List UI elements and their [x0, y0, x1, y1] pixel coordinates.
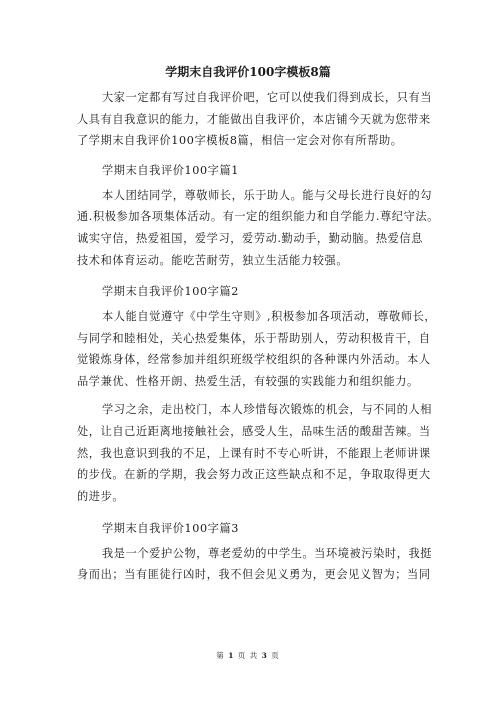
footer-suffix: 页: [271, 651, 280, 660]
paragraph-line: 的步伐。在新的学期，我会努力改正这些缺点和不足，争取取得更大: [77, 468, 431, 481]
paragraph-line: 技术和体育运动。能吃苦耐劳，独立生活能力较强。: [77, 254, 349, 267]
section-heading: 学期末自我评价100字篇1: [102, 164, 239, 177]
section-heading: 学期末自我评价100字篇2: [102, 285, 239, 298]
paragraph-line: 本人团结同学，尊敬师长，乐于助人。能与父母长进行良好的勾: [102, 189, 433, 202]
paragraph-line: 我是一个爱护公物，尊老爱幼的中学生。当环境被污染时，我挺: [102, 547, 433, 560]
footer-page-number: 1: [228, 651, 235, 660]
page-footer: [0, 651, 496, 661]
footer-prefix: 第: [216, 651, 225, 660]
paragraph-line: 品学兼优、性格开朗、热爱生活，有较强的实践能力和组织能力。: [77, 375, 419, 388]
paragraph-line: 通.积极参加各项集体活动。有一定的组织能力和自学能力.尊纪守法。: [77, 210, 439, 223]
paragraph-line: 与同学和睦相处，关心热爱集体，乐于帮助别人，劳动积极肯干，自: [77, 332, 431, 345]
paragraph-line: 身而出；当有匪徒行凶时，我不但会见义勇为，更会见义智为；当同: [77, 568, 431, 581]
footer-total-pages: 3: [261, 651, 268, 660]
paragraph-line: 的进步。: [77, 490, 125, 503]
paragraph-line: 诚实守信，热爱祖国，爱学习，爱劳动.勤动手，勤动脑。热爱信息: [77, 232, 423, 245]
paragraph-line: 然，我也意识到我的不足，上课有时不专心听讲，不能跟上老师讲课: [77, 447, 431, 460]
document-title: 学期末自我评价100字模板8篇: [165, 65, 331, 79]
paragraph-line: 本人能自觉遵守《中学生守则》,积极参加各项活动，尊敬师长，: [102, 310, 437, 323]
paragraph-line: 了学期末自我评价100字模板8篇，相信一定会对你有所帮助。: [77, 134, 403, 147]
paragraph-line: 人具有自我意识的能力，才能做出自我评价，本店铺今天就为您带来: [77, 113, 431, 126]
footer-mid: 页 共: [237, 651, 259, 660]
paragraph-line: 学习之余，走出校门，本人珍惜每次锻炼的机会，与不同的人相: [102, 403, 433, 416]
paragraph-line: 觉锻炼身体，经常参加并组织班级学校组织的各种课内外活动。本人: [77, 353, 431, 366]
section-heading: 学期末自我评价100字篇3: [102, 522, 239, 535]
paragraph-line: 处，让自己近距离地接触社会，感受人生，品味生活的酸甜苦辣。当: [77, 425, 431, 438]
paragraph-line: 大家一定都有写过自我评价吧，它可以使我们得到成长，只有当: [102, 91, 433, 104]
